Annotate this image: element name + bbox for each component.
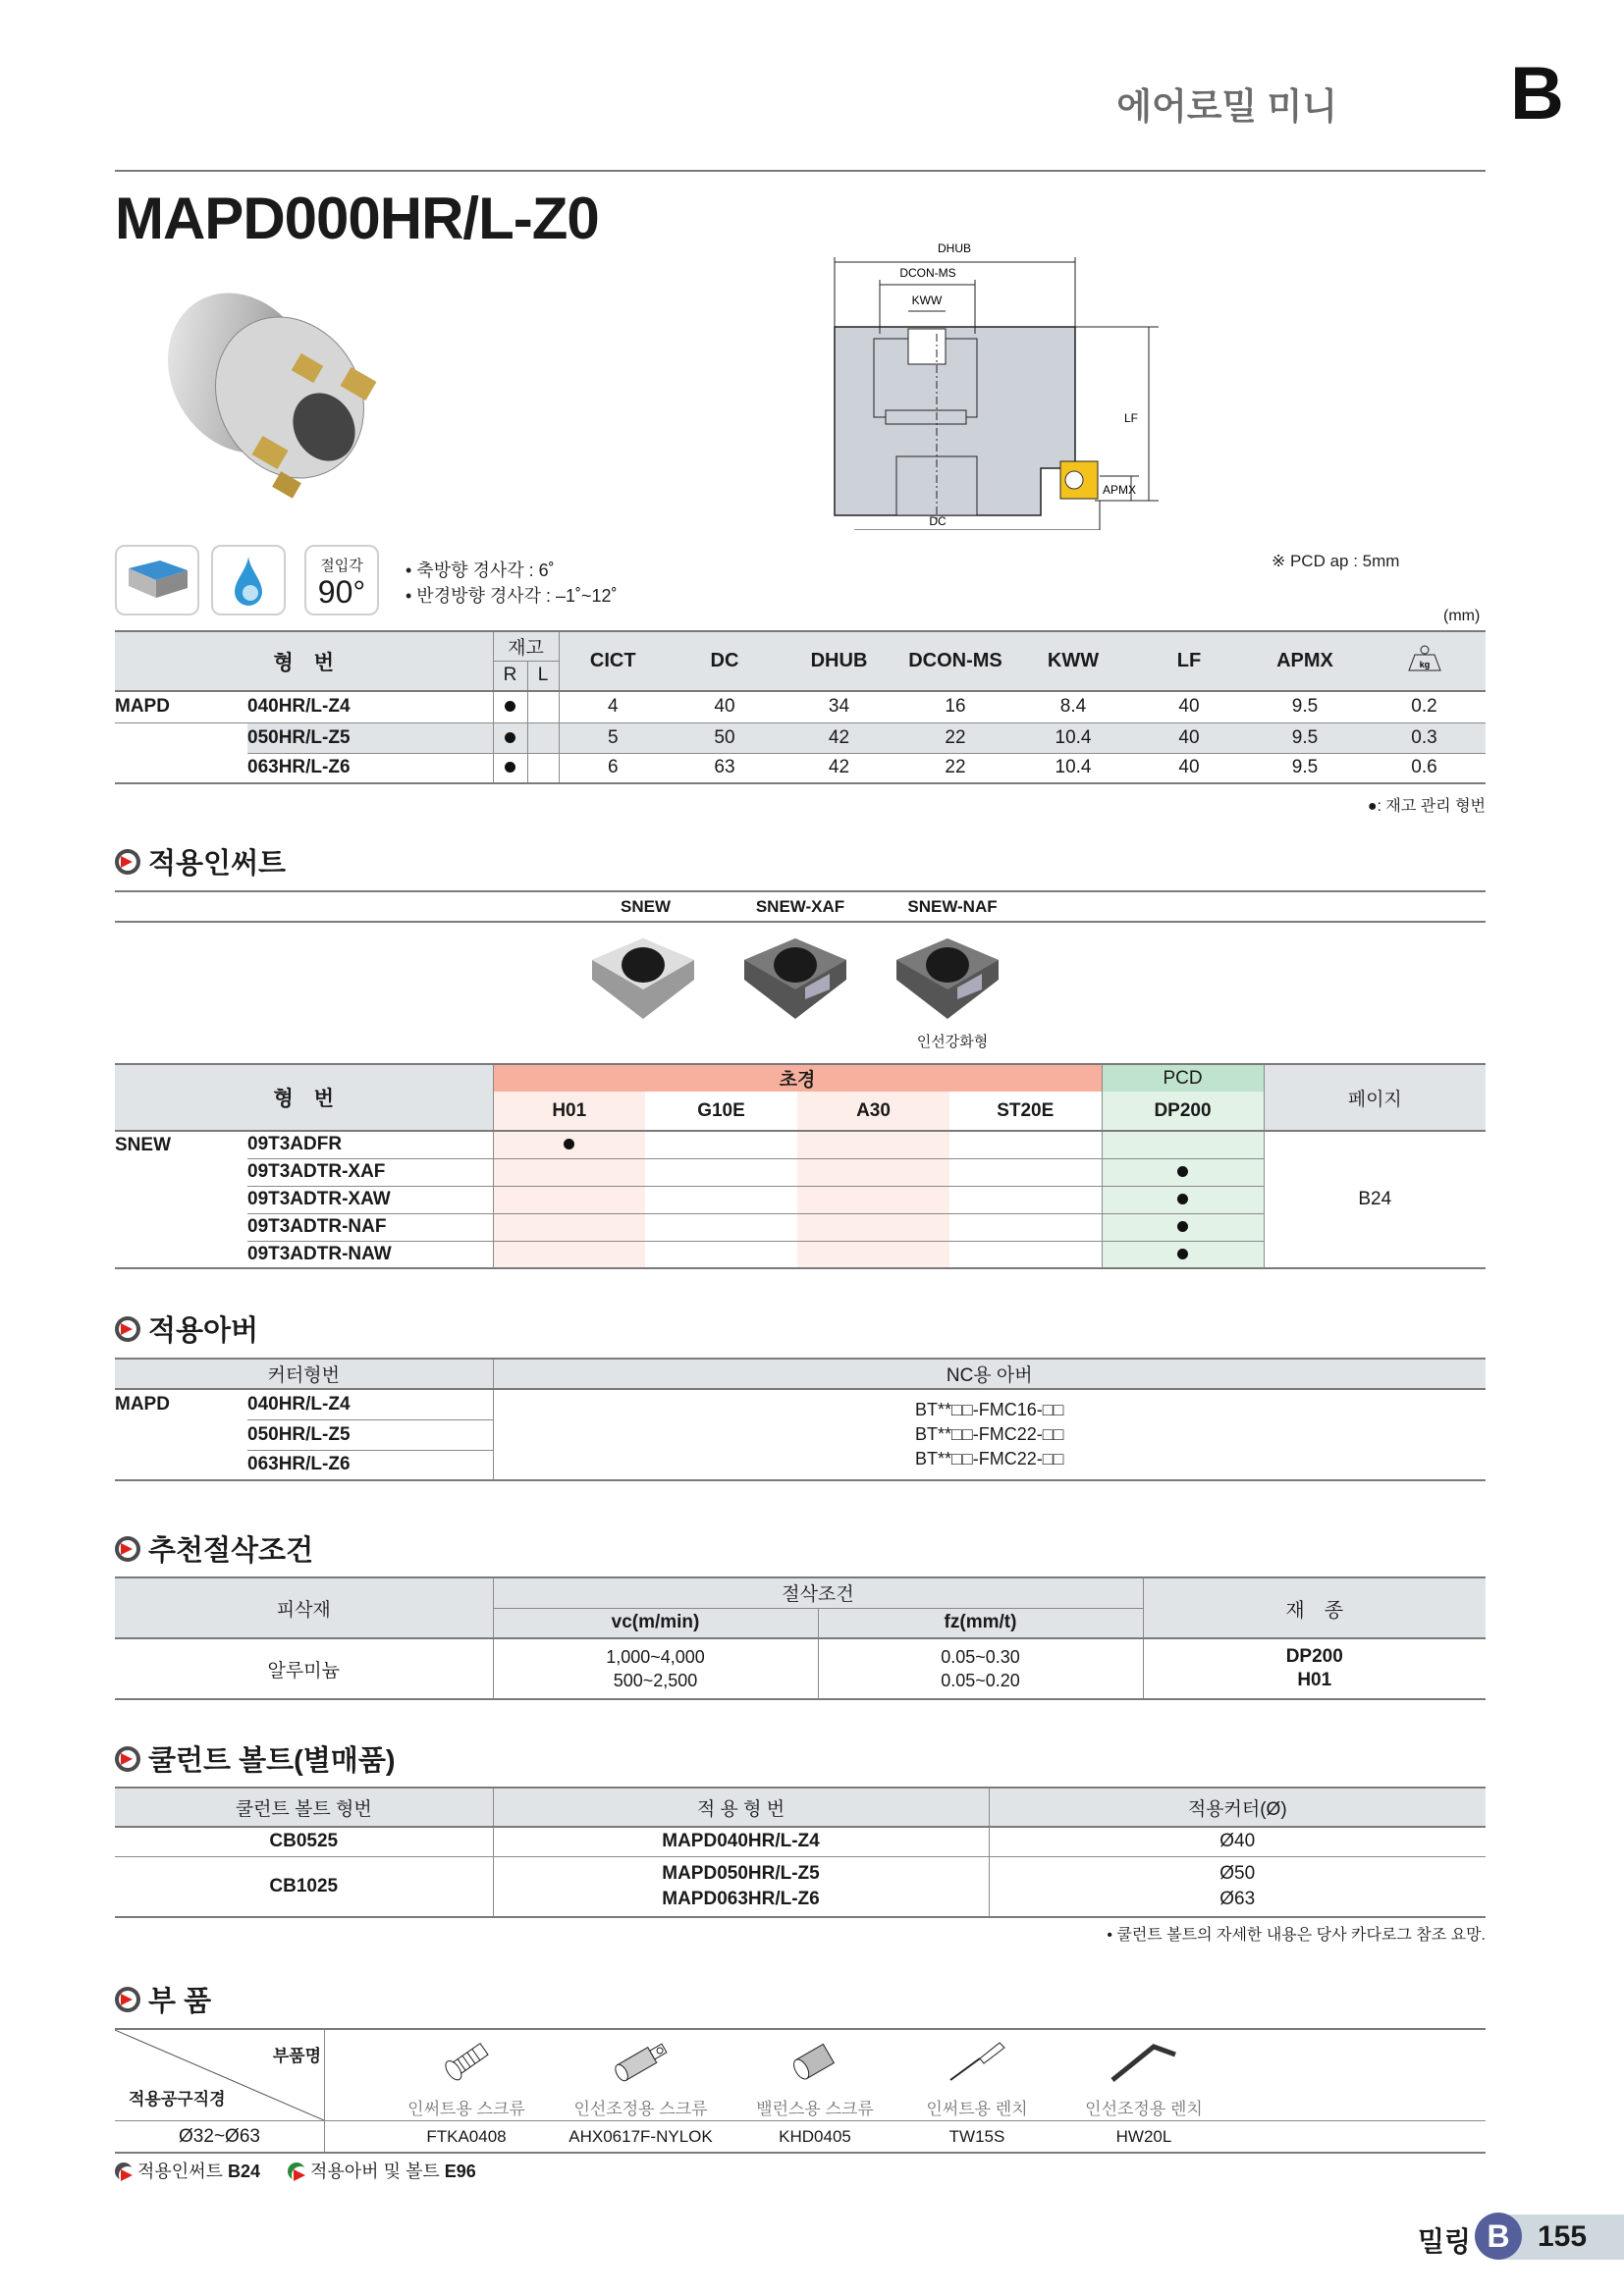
mark-g10e bbox=[645, 1131, 797, 1158]
fz-value: 0.05~0.30 bbox=[941, 1647, 1020, 1667]
insert-name: SNEW-XAF bbox=[755, 897, 845, 916]
fz-values bbox=[818, 1638, 1143, 1699]
lf: 40 bbox=[1131, 722, 1247, 753]
product-title: MAPD000HR/L-Z0 bbox=[115, 186, 599, 251]
header-l: L bbox=[527, 661, 559, 691]
stock-r bbox=[493, 691, 527, 722]
page-number: 155 bbox=[1538, 2220, 1588, 2253]
model: 050HR/L-Z5 bbox=[247, 722, 493, 753]
section-insert bbox=[115, 841, 286, 881]
diameter: Ø32~Ø63 bbox=[179, 2126, 260, 2147]
model: MAPD063HR/L-Z6 bbox=[662, 1888, 820, 1909]
header-cutter: 커터형번 bbox=[267, 1365, 340, 1386]
cutter: Ø50 bbox=[1219, 1862, 1256, 1884]
insert-name: SNEW-NAF bbox=[907, 897, 998, 916]
header-conditions: 절삭조건 bbox=[493, 1577, 1143, 1608]
footer-category: 밀링 bbox=[1418, 2226, 1472, 2257]
stock-dot bbox=[1177, 1194, 1188, 1204]
cutters bbox=[989, 1856, 1486, 1917]
grade-g10e: G10E bbox=[645, 1092, 797, 1131]
model: 063HR/L-Z6 bbox=[247, 1454, 351, 1475]
part-name: 밸런스용 스크류 bbox=[756, 2100, 874, 2118]
section-title: 적용아버 bbox=[148, 1315, 259, 1347]
section-title: 쿨런트 볼트(별매품) bbox=[148, 1745, 396, 1777]
header-kww: KWW bbox=[1047, 650, 1100, 671]
grade-values bbox=[1143, 1638, 1486, 1699]
model: 09T3ADTR-NAW bbox=[247, 1243, 392, 1264]
pcd-note: ※ PCD ap : 5mm bbox=[1272, 552, 1400, 570]
mark-dp200 bbox=[1102, 1131, 1264, 1158]
mark-st20e bbox=[949, 1131, 1102, 1158]
stock-dot bbox=[505, 762, 515, 773]
header-dc: DC bbox=[710, 650, 739, 671]
section-title: 부 품 bbox=[148, 1986, 212, 2017]
header-model: 적 용 형 번 bbox=[493, 1788, 989, 1827]
part-code: TW15S bbox=[948, 2127, 1005, 2146]
approach-angle-box bbox=[304, 545, 379, 615]
header-arbor: NC용 아버 bbox=[493, 1359, 1486, 1389]
header-fz: fz(mm/t) bbox=[818, 1608, 1143, 1638]
cict: 6 bbox=[559, 753, 667, 783]
insert-name: SNEW bbox=[621, 897, 671, 916]
insert-note: 인선강화형 bbox=[916, 1034, 989, 1050]
kww: 8.4 bbox=[1059, 696, 1087, 718]
models bbox=[493, 1856, 989, 1917]
part-name: 인선조정용 렌치 bbox=[1085, 2100, 1203, 2118]
angle-label: 절입각 bbox=[320, 558, 363, 574]
stock-r bbox=[493, 722, 527, 753]
model: 063HR/L-Z6 bbox=[247, 757, 351, 778]
part-name: 인써트용 렌치 bbox=[926, 2100, 1028, 2118]
stock-l bbox=[527, 722, 559, 753]
grade-h01: H01 bbox=[493, 1092, 645, 1131]
section-arrow-icon bbox=[115, 1746, 140, 1772]
cutter: Ø63 bbox=[1219, 1888, 1256, 1909]
section-parts bbox=[115, 1979, 211, 2019]
dcon: 22 bbox=[945, 757, 966, 778]
angle-value: 90° bbox=[317, 574, 366, 610]
lf: 40 bbox=[1178, 757, 1200, 778]
weight: 0.2 bbox=[1411, 696, 1437, 718]
vc-value: 1,000~4,000 bbox=[606, 1647, 705, 1667]
page-references bbox=[115, 2158, 476, 2183]
cict: 4 bbox=[559, 691, 667, 722]
insert-table bbox=[115, 1063, 1486, 1269]
material-block-icon bbox=[115, 545, 199, 615]
series: MAPD bbox=[115, 1394, 170, 1415]
label-kww: KWW bbox=[911, 294, 943, 307]
stock-r bbox=[493, 753, 527, 783]
series: SNEW bbox=[115, 1134, 171, 1155]
section-arrow-icon bbox=[115, 849, 140, 875]
mark-dp200 bbox=[1102, 1241, 1264, 1268]
category-title: 에어로밀 미니 bbox=[1116, 86, 1337, 127]
part-code: FTKA0408 bbox=[426, 2127, 507, 2146]
ref-insert[interactable] bbox=[115, 2158, 260, 2183]
balance-screw-icon bbox=[785, 2037, 844, 2086]
dc: 50 bbox=[667, 722, 783, 753]
dc: 63 bbox=[714, 757, 735, 778]
label-dhub: DHUB bbox=[937, 241, 972, 255]
arrow-icon bbox=[115, 2163, 133, 2180]
apmx: 9.5 bbox=[1247, 722, 1363, 753]
grade-a30: A30 bbox=[797, 1092, 949, 1131]
header-pcd: PCD bbox=[1102, 1064, 1264, 1092]
insert-image-snew-naf bbox=[889, 931, 1006, 1034]
footer-badge: B bbox=[1475, 2213, 1522, 2260]
weight-unit: kg bbox=[1419, 659, 1430, 669]
dcon: 16 bbox=[945, 696, 966, 718]
ref-page: E96 bbox=[444, 2162, 476, 2181]
stock-l bbox=[527, 753, 559, 783]
arbor-list bbox=[493, 1389, 1486, 1480]
mark-h01 bbox=[493, 1131, 645, 1158]
kww: 10.4 bbox=[1055, 757, 1092, 778]
header-grade: 재 종 bbox=[1143, 1577, 1486, 1638]
section-title: 추천절삭조건 bbox=[148, 1535, 314, 1567]
insert-image-snew bbox=[584, 931, 702, 1034]
table-row bbox=[115, 691, 1486, 722]
grade-value: H01 bbox=[1297, 1670, 1332, 1690]
header-cutter: 적용커터(Ø) bbox=[989, 1788, 1486, 1827]
table-row bbox=[115, 1131, 1486, 1158]
table-row bbox=[115, 753, 1486, 783]
part-column bbox=[903, 2037, 1051, 2147]
label-dc: DC bbox=[929, 514, 947, 528]
section-arbor bbox=[115, 1308, 258, 1349]
dhub: 42 bbox=[828, 757, 850, 778]
grade-value: DP200 bbox=[1285, 1646, 1343, 1667]
dhub: 42 bbox=[783, 722, 895, 753]
mark-dp200 bbox=[1102, 1158, 1264, 1186]
vc-values bbox=[493, 1638, 818, 1699]
apmx: 9.5 bbox=[1291, 757, 1319, 778]
apmx: 9.5 bbox=[1291, 696, 1319, 718]
arbor-item: BT**□□-FMC16-□□ bbox=[915, 1400, 1064, 1419]
grade-dp200: DP200 bbox=[1102, 1092, 1264, 1131]
part-code: AHX0617F-NYLOK bbox=[568, 2127, 713, 2146]
weight: 0.6 bbox=[1411, 757, 1437, 778]
dimension-diagram bbox=[815, 236, 1178, 530]
ref-label: 적용아버 및 볼트 bbox=[310, 2162, 445, 2181]
model: 09T3ADTR-XAW bbox=[247, 1186, 493, 1213]
header-dhub: DHUB bbox=[810, 650, 868, 671]
lf: 40 bbox=[1178, 696, 1200, 718]
material: 알루미늄 bbox=[267, 1660, 340, 1682]
kww: 10.4 bbox=[1015, 722, 1131, 753]
insert-image-snew-xaf bbox=[736, 931, 854, 1034]
insert-screw-icon bbox=[437, 2037, 496, 2086]
mark-dp200 bbox=[1102, 1186, 1264, 1213]
product-photo bbox=[147, 265, 393, 501]
header-page: 페이지 bbox=[1264, 1064, 1486, 1131]
arbor-table bbox=[115, 1358, 1486, 1481]
stock-dot bbox=[505, 732, 515, 743]
series: MAPD bbox=[115, 696, 170, 718]
header-model: 형 번 bbox=[115, 1064, 493, 1131]
part-column bbox=[388, 2037, 545, 2147]
part-code: KHD0405 bbox=[779, 2127, 851, 2146]
header-carbide: 초경 bbox=[493, 1064, 1102, 1092]
header-r: R bbox=[493, 661, 527, 691]
part-code: HW20L bbox=[1115, 2127, 1172, 2146]
table-row bbox=[115, 722, 1486, 753]
section-arrow-icon bbox=[115, 1316, 140, 1342]
section-cutting bbox=[115, 1528, 313, 1569]
model: 09T3ADFR bbox=[247, 1131, 493, 1158]
model: 09T3ADTR-XAF bbox=[247, 1158, 493, 1186]
stock-legend: ●: 재고 관리 형번 bbox=[1367, 798, 1486, 815]
header-material: 피삭재 bbox=[115, 1577, 493, 1638]
header-bolt: 쿨런트 볼트 형번 bbox=[235, 1798, 372, 1820]
stock-dot bbox=[505, 701, 515, 712]
label-apmx: APMX bbox=[1103, 483, 1137, 497]
coolant-table bbox=[115, 1787, 1486, 1918]
arbor-item: BT**□□-FMC22-□□ bbox=[915, 1449, 1064, 1468]
arrow-icon bbox=[288, 2163, 305, 2180]
section-coolant bbox=[115, 1738, 395, 1779]
header-dia: 적용공구직경 bbox=[129, 2090, 226, 2109]
screwdriver-icon bbox=[943, 2037, 1011, 2086]
label-lf: LF bbox=[1123, 411, 1139, 425]
weight-icon bbox=[1363, 631, 1486, 691]
part-name: 인써트용 스크류 bbox=[407, 2100, 525, 2118]
part-column bbox=[1065, 2037, 1222, 2147]
weight: 0.3 bbox=[1363, 722, 1486, 753]
model: 09T3ADTR-NAF bbox=[247, 1213, 493, 1241]
hex-wrench-icon bbox=[1105, 2037, 1183, 2086]
bolt: CB0525 bbox=[269, 1831, 339, 1852]
part-column bbox=[555, 2037, 727, 2147]
stock-dot bbox=[1177, 1221, 1188, 1232]
model: 040HR/L-Z4 bbox=[247, 696, 351, 718]
radial-rake: • 반경방향 경사각 : –1˚~12˚ bbox=[406, 586, 618, 606]
header-apmx: APMX bbox=[1276, 650, 1333, 671]
arbor-item: BT**□□-FMC22-□□ bbox=[915, 1424, 1064, 1444]
header-vc: vc(m/min) bbox=[493, 1608, 818, 1638]
dc: 40 bbox=[714, 696, 735, 718]
grade-st20e: ST20E bbox=[949, 1092, 1102, 1131]
model: MAPD050HR/L-Z5 bbox=[662, 1862, 820, 1884]
page-ref: B24 bbox=[1264, 1131, 1486, 1268]
vc-value: 500~2,500 bbox=[613, 1671, 698, 1690]
model: 050HR/L-Z5 bbox=[247, 1419, 493, 1450]
model: MAPD040HR/L-Z4 bbox=[493, 1827, 989, 1856]
label-dcon: DCON-MS bbox=[899, 266, 956, 280]
fz-value: 0.05~0.20 bbox=[941, 1671, 1020, 1690]
spec-table bbox=[115, 630, 1486, 784]
section-arrow-icon bbox=[115, 1987, 140, 2012]
dhub: 34 bbox=[828, 696, 850, 718]
mark-dp200 bbox=[1102, 1213, 1264, 1241]
part-name: 인선조정용 스크류 bbox=[573, 2100, 708, 2118]
dcon: 22 bbox=[895, 722, 1015, 753]
cict: 5 bbox=[559, 722, 667, 753]
header-part: 부품명 bbox=[272, 2047, 321, 2065]
table-row bbox=[115, 1389, 1486, 1419]
axial-rake: • 축방향 경사각 : 6˚ bbox=[406, 561, 555, 580]
stock-dot bbox=[1177, 1166, 1188, 1177]
stock-dot bbox=[1177, 1249, 1188, 1259]
section-arrow-icon bbox=[115, 1536, 140, 1562]
section-title: 적용인써트 bbox=[148, 848, 287, 880]
unit-label: (mm) bbox=[1443, 608, 1481, 624]
table-row bbox=[115, 1856, 1486, 1917]
header-dcon: DCON-MS bbox=[908, 650, 1002, 671]
model: 040HR/L-Z4 bbox=[247, 1389, 493, 1419]
adjust-screw-icon bbox=[607, 2037, 676, 2086]
header-stock: 재고 bbox=[493, 631, 559, 661]
stock-dot bbox=[564, 1139, 574, 1149]
coolant-drop-icon bbox=[211, 545, 286, 615]
table-row bbox=[115, 1638, 1486, 1699]
header-divider bbox=[115, 170, 1486, 172]
ref-page: B24 bbox=[227, 2162, 260, 2181]
part-column bbox=[736, 2037, 893, 2147]
header-model: 형 번 bbox=[273, 651, 335, 674]
header-lf: LF bbox=[1176, 650, 1202, 671]
ref-label: 적용인써트 bbox=[137, 2162, 228, 2181]
table-row bbox=[115, 1827, 1486, 1856]
section-letter: B bbox=[1510, 52, 1564, 135]
ref-arbor[interactable] bbox=[288, 2158, 476, 2183]
coolant-note: • 쿨런트 볼트의 자세한 내용은 당사 카다로그 참조 요망. bbox=[1107, 1927, 1486, 1944]
header-cict: CICT bbox=[559, 631, 667, 691]
stock-l bbox=[527, 691, 559, 722]
cutting-table bbox=[115, 1576, 1486, 1700]
bolt: CB1025 bbox=[269, 1875, 339, 1896]
mark-a30 bbox=[797, 1131, 949, 1158]
cutter: Ø40 bbox=[989, 1827, 1486, 1856]
